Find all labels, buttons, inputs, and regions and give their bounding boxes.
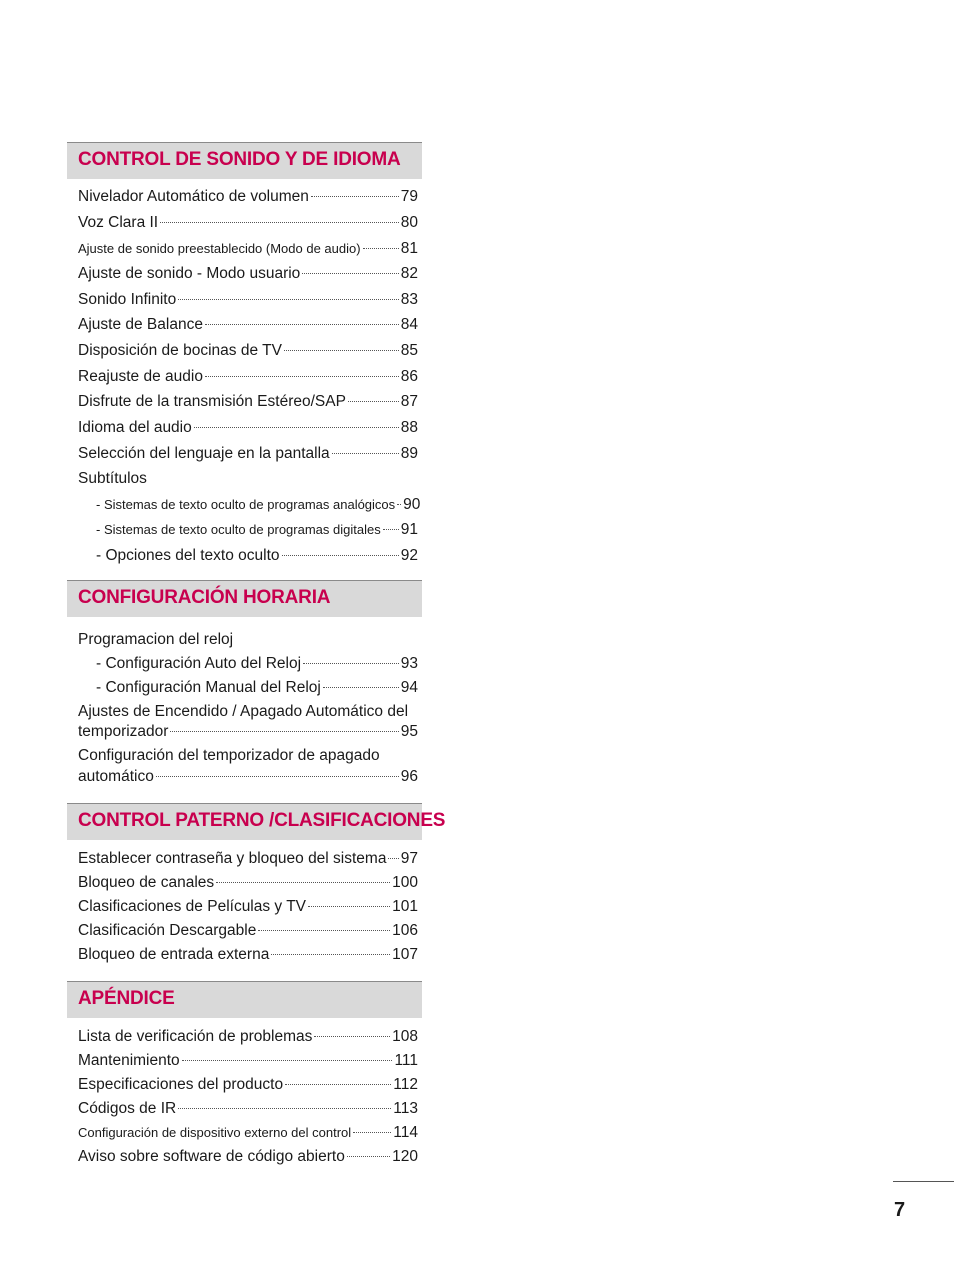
toc-entry-label: Voz Clara II (78, 214, 159, 231)
toc-entry[interactable] (78, 1073, 418, 1097)
toc-entry-label: Nivelador Automático de volumen (78, 188, 309, 205)
page-number: 7 (894, 1199, 906, 1221)
dot-leader (363, 248, 399, 249)
toc-entry-page: 107 (392, 946, 418, 963)
dot-leader (178, 1108, 391, 1109)
toc-entry[interactable] (78, 765, 418, 789)
toc-entry-label: Configuración de dispositivo externo del control (78, 1125, 352, 1140)
toc-entry-page: 101 (392, 898, 418, 915)
toc-entry-page: 90 (403, 496, 421, 513)
dot-leader (397, 504, 401, 505)
toc-entry[interactable] (78, 211, 418, 235)
toc-entry-page: 87 (400, 393, 418, 410)
toc-entry[interactable] (78, 390, 418, 414)
toc-entry[interactable] (78, 1025, 418, 1049)
toc-entry-label: Ajuste de sonido preestablecido (Modo de audio) (78, 241, 361, 256)
toc-entry-page: 79 (400, 188, 418, 205)
dot-leader (282, 555, 399, 556)
toc-entry-label: Sonido Infinito (78, 291, 177, 308)
toc-entry-label: Aviso sobre software de código abierto (78, 1148, 345, 1165)
dot-leader (314, 1036, 390, 1037)
toc-entry-label: Idioma del audio (78, 419, 192, 436)
toc-entry[interactable] (78, 288, 418, 312)
section-header-time-setup (67, 580, 422, 617)
dot-leader (308, 906, 390, 907)
toc-entry-page: 108 (392, 1028, 418, 1045)
dot-leader (156, 776, 399, 777)
dot-leader (216, 882, 390, 883)
toc-entry-page: 114 (393, 1124, 418, 1141)
toc-entry-page: 92 (400, 547, 418, 564)
dot-leader (284, 350, 399, 351)
toc-entry-page: 95 (400, 723, 418, 740)
dot-leader (353, 1132, 391, 1133)
toc-entry[interactable] (78, 871, 418, 895)
toc-entry-label: automático (78, 768, 154, 785)
toc-subheading[interactable]: Programacion del reloj (78, 631, 234, 648)
toc-entry-line1[interactable]: Configuración del temporizador de apagado (78, 747, 380, 764)
toc-entry-label: Mantenimiento (78, 1052, 180, 1069)
toc-entry-page: 89 (400, 445, 418, 462)
dot-leader (258, 930, 390, 931)
dot-leader (311, 196, 399, 197)
toc-entry-label: - Sistemas de texto oculto de programas digitales (96, 522, 381, 537)
toc-entry-label: Especificaciones del producto (78, 1076, 284, 1093)
toc-entry-label: Bloqueo de canales (78, 874, 215, 891)
toc-entry-label: - Configuración Manual del Reloj (96, 679, 321, 696)
toc-entry-page: 82 (400, 265, 418, 282)
toc-entry[interactable] (78, 1121, 418, 1145)
toc-entry[interactable] (78, 943, 418, 967)
toc-entry-line1[interactable]: Ajustes de Encendido / Apagado Automático del (78, 703, 409, 720)
dot-leader (383, 529, 399, 530)
section-title: CONFIGURACIÓN HORARIA (78, 587, 331, 608)
toc-entry-page: 100 (392, 874, 418, 891)
toc-entry[interactable] (96, 652, 418, 676)
dot-leader (332, 453, 399, 454)
dot-leader (194, 427, 399, 428)
toc-entry-label: Códigos de IR (78, 1100, 177, 1117)
toc-entry[interactable] (78, 313, 418, 337)
toc-entry-label: Clasificaciones de Películas y TV (78, 898, 307, 915)
toc-entry[interactable] (78, 339, 418, 363)
toc-entry[interactable] (96, 518, 418, 542)
section-header-sound-language (67, 142, 422, 179)
toc-entry[interactable] (78, 1145, 418, 1169)
dot-leader (323, 687, 399, 688)
dot-leader (285, 1084, 391, 1085)
toc-entry[interactable] (78, 416, 418, 440)
toc-entry[interactable] (78, 237, 418, 261)
page-number-rule (893, 1181, 954, 1182)
toc-entry[interactable] (96, 493, 421, 517)
section-title: APÉNDICE (78, 988, 175, 1009)
toc-entry-page: 93 (400, 655, 418, 672)
toc-entry-label: Ajuste de Balance (78, 316, 203, 333)
toc-entry-label: Bloqueo de entrada externa (78, 946, 270, 963)
toc-entry-page: 96 (400, 768, 418, 785)
toc-entry[interactable] (78, 895, 418, 919)
section-header-parental-control (67, 803, 446, 840)
toc-entry[interactable] (78, 262, 418, 286)
toc-entry[interactable] (78, 720, 418, 744)
toc-entry[interactable] (78, 185, 418, 209)
toc-entry-page: 80 (400, 214, 418, 231)
toc-entry[interactable] (96, 676, 418, 700)
section-title: CONTROL PATERNO /CLASIFICACIONES (78, 810, 446, 831)
toc-entry-label: Disfrute de la transmisión Estéreo/SAP (78, 393, 346, 410)
toc-entry-label: Selección del lenguaje en la pantalla (78, 445, 330, 462)
dot-leader (205, 324, 399, 325)
toc-entry-label: Reajuste de audio (78, 368, 203, 385)
toc-entry-label: - Opciones del texto oculto (96, 547, 280, 564)
dot-leader (347, 1156, 390, 1157)
dot-leader (348, 401, 399, 402)
section-title: CONTROL DE SONIDO Y DE IDIOMA (78, 149, 401, 170)
toc-entry-page: 111 (394, 1052, 418, 1069)
toc-entry[interactable] (78, 365, 418, 389)
toc-entry-page: 85 (400, 342, 418, 359)
toc-entry-page: 97 (400, 850, 418, 867)
toc-entry-page: 120 (392, 1148, 418, 1165)
toc-entry-label: - Configuración Auto del Reloj (96, 655, 302, 672)
dot-leader (205, 376, 399, 377)
toc-entry-label: Establecer contraseña y bloqueo del sistema (78, 850, 387, 867)
toc-entry-label: Lista de verificación de problemas (78, 1028, 313, 1045)
dot-leader (170, 731, 398, 732)
toc-entry[interactable] (78, 919, 418, 943)
dot-leader (302, 273, 398, 274)
toc-entry-label: Ajuste de sonido - Modo usuario (78, 265, 301, 282)
toc-entry-label: Clasificación Descargable (78, 922, 257, 939)
toc-entry-page: 94 (400, 679, 418, 696)
toc-entry-label: - Sistemas de texto oculto de programas analógicos (96, 497, 396, 512)
toc-entry[interactable] (78, 442, 418, 466)
dot-leader (271, 954, 390, 955)
toc-entry[interactable] (78, 1049, 418, 1073)
toc-entry[interactable] (96, 544, 418, 568)
toc-entry-page: 83 (400, 291, 418, 308)
toc-entry-label: Disposición de bocinas de TV (78, 342, 282, 359)
dot-leader (178, 299, 399, 300)
toc-entry-page: 112 (393, 1076, 418, 1093)
toc-entry[interactable] (78, 847, 418, 871)
toc-entry-page: 106 (392, 922, 418, 939)
toc-entry-page: 91 (400, 521, 418, 538)
dot-leader (303, 663, 399, 664)
toc-entry-page: 86 (400, 368, 418, 385)
toc-entry[interactable] (78, 1097, 418, 1121)
toc-entry-page: 113 (393, 1100, 418, 1117)
section-header-appendix (67, 981, 422, 1018)
toc-entry-page: 81 (400, 240, 418, 257)
toc-entry-label: temporizador (78, 723, 169, 740)
toc-subheading[interactable]: Subtítulos (78, 470, 147, 487)
toc-entry-page: 88 (400, 419, 418, 436)
dot-leader (160, 222, 399, 223)
toc-entry-page: 84 (400, 316, 418, 333)
dot-leader (182, 1060, 393, 1061)
dot-leader (388, 858, 398, 859)
